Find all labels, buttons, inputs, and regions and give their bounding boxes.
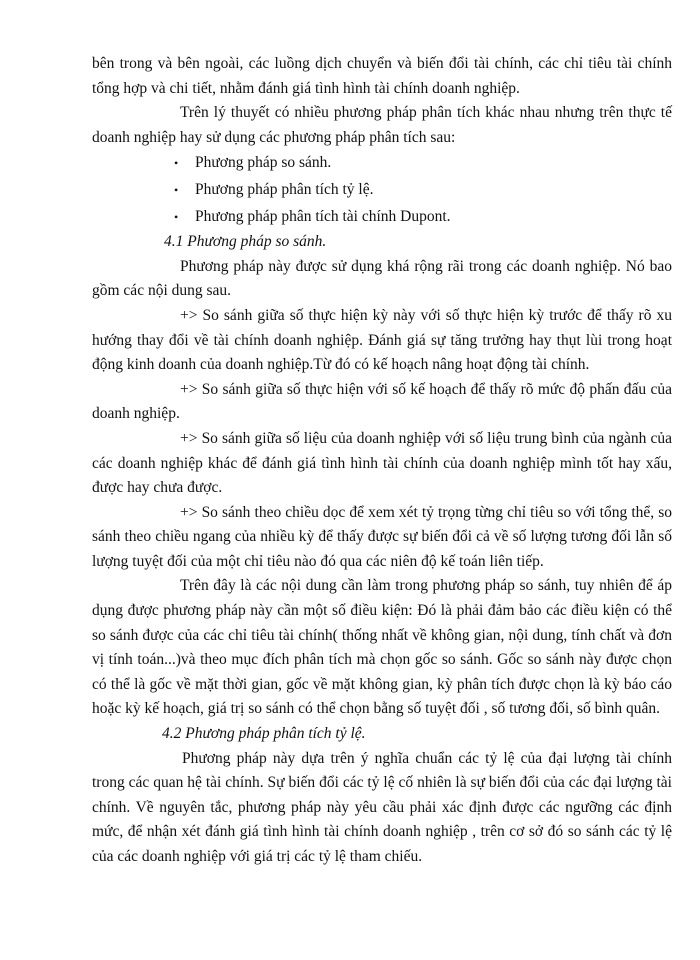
list-item-text: Phương pháp phân tích tỷ lệ. — [195, 180, 374, 198]
intro-continued-paragraph: bên trong và bên ngoài, các luồng dịch chuyển và biến đổi tài chính, các chỉ tiêu tài chính tổng hợp và chi tiết, nhằm đánh giá tình hình tài chính doanh nghiệp. — [92, 55, 672, 97]
list-item — [92, 177, 672, 204]
section-4-1-intro: Phương pháp này được sử dụng khá rộng rãi trong các doanh nghiệp. Nó bao gồm các nội dung sau. — [92, 257, 672, 300]
list-item — [92, 204, 672, 231]
comparison-item-1: +> So sánh giữa số thực hiện kỳ này với số thực hiện kỳ trước để thấy rõ xu hướng thay đổi về tài chính doanh nghiệp. Đánh giá sự tăng trưởng hay thụt lùi trong hoạt động kinh doanh của doanh nghiệp.Từ đó có kế hoạch nâng hoạt động tài chính. — [92, 306, 672, 374]
document-page — [92, 52, 672, 870]
methods-list — [92, 150, 672, 230]
section-heading-4-1: 4.1 Phương pháp so sánh. — [164, 233, 327, 251]
comparison-item-4: +> So sánh theo chiều dọc để xem xét tỷ trọng từng chỉ tiêu so với tổng thể, so sánh theo chiều ngang của nhiều kỳ để thấy được sự biến đổi cả về số lượng tương đối lẫn số lượng tuyệt đối của một chỉ tiêu nào đó qua các niên độ kế toán liên tiếp. — [92, 503, 672, 570]
bullet-icon: • — [174, 209, 179, 224]
list-item — [92, 150, 672, 177]
comparison-item-3: +> So sánh giữa số liệu của doanh nghiệp với số liệu trung bình của ngành của các doanh nghiệp khác để đánh giá tình hình tài chính của doanh nghiệp mình tốt hay xấu, được hay chưa được. — [92, 429, 672, 497]
section-4-2-body: Phương pháp này dựa trên ý nghĩa chuẩn các tỷ lệ của đại lượng tài chính trong các quan hệ tài chính. Sự biến đổi các tỷ lệ cố nhiên là sự biến đổi của các đại lượng tài chính. Về nguyên tắc, phương pháp này yêu cầu phải xác định được các ngưỡng các định mức, để nhận xét đánh giá tình hình tài chính doanh nghiệp , trên cơ sở đó so sánh các tỷ lệ của các doanh nghiệp với giá trị các tỷ lệ tham chiếu. — [92, 749, 672, 865]
comparison-item-2: +> So sánh giữa số thực hiện với số kế hoạch để thấy rõ mức độ phấn đấu của doanh nghiệp. — [92, 380, 672, 423]
section-4-1-conclusion: Trên đây là các nội dung cần làm trong phương pháp so sánh, tuy nhiên để áp dụng được phương pháp này cần một số điều kiện: Đó là phải đảm bảo các điều kiện có thể so sánh được của các chỉ tiêu tài chính( thống nhất về không gian, nội dung, tính chất và đơn vị tính toán...)và theo mục đích phân tích mà chọn gốc so sánh. Gốc so sánh này được chọn có thể là gốc về mặt thời gian, gốc về mặt không gian, kỳ phân tích được chọn là kỳ báo cáo hoặc kỳ kế hoạch, giá trị so sánh có thể chọn bằng số tuyệt đối , số tương đối, số bình quân. — [92, 577, 672, 718]
list-item-text: Phương pháp so sánh. — [195, 154, 332, 172]
bullet-icon: • — [174, 182, 179, 197]
methods-intro-paragraph: Trên lý thuyết có nhiều phương pháp phân tích khác nhau nhưng trên thực tế doanh nghiệp hay sử dụng các phương pháp phân tích sau: — [92, 104, 672, 146]
section-heading-4-2: 4.2 Phương pháp phân tích tỷ lệ. — [162, 725, 366, 743]
list-item-text: Phương pháp phân tích tài chính Dupont. — [195, 207, 451, 225]
bullet-icon: • — [174, 156, 179, 171]
